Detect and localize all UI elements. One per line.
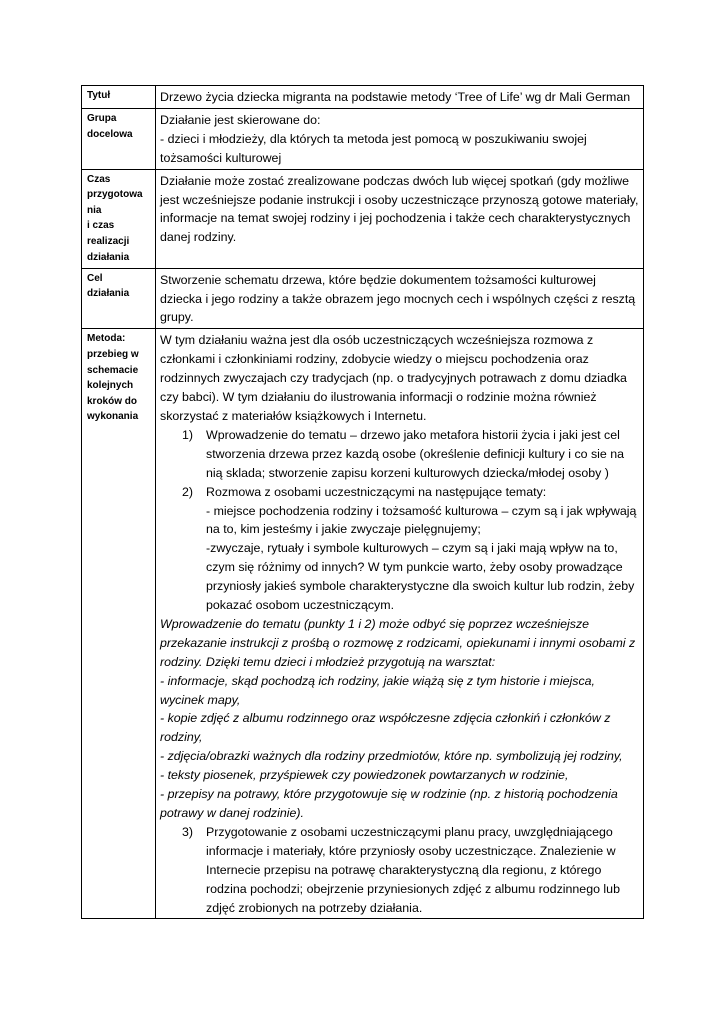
list-item xyxy=(160,823,639,918)
label-line: wykonania xyxy=(87,411,139,423)
label-line: Czas xyxy=(87,173,111,185)
label-line: nia xyxy=(87,204,102,216)
step-text: Przygotowanie z osobami uczestniczącymi planu pracy, uwzględniającego informacje i materiały, które przyniosły osoby uczestniczące. Znalezienie w Internecie przepisu na potrawę charakterystyczną dla regionu, z którego rodzina pochodzi; obejrzenie przyniesionych zdjęć z albumu rodzinnego lub zdjęć zrobionych na potrzeby działania. xyxy=(206,824,620,915)
label-line: Grupa xyxy=(87,112,117,124)
label-line: Cel xyxy=(87,272,103,284)
label-line: schemacie xyxy=(87,364,139,376)
row-value xyxy=(156,329,644,919)
value-paragraph: Działanie może zostać zrealizowane podczas dwóch lub więcej spotkań (gdy możliwe jest wcześniejsze podanie instrukcji i osoby uczestniczące przynoszą gotowe materiały, informacje na temat swojej rodziny i jej pochodzenia i także cech charakterystycznych danej rodziny. xyxy=(160,173,639,245)
label-line: Tytuł xyxy=(87,90,111,101)
step-number: 3) xyxy=(182,824,194,839)
table-row-target-group xyxy=(82,108,644,169)
label-line: kroków do xyxy=(87,395,138,407)
row-label xyxy=(82,108,156,169)
steps-list xyxy=(160,823,639,918)
italic-paragraph: - zdjęcia/obrazki ważnych dla rodziny przedmiotów, które np. symbolizują jej rodziny, xyxy=(160,749,623,764)
label-line: i czas xyxy=(87,220,115,232)
step-subpoint: - miejsce pochodzenia rodziny i tożsamość kulturowa – czym są i jak wpływają na to, kim jesteśmy i jakie zwyczaje pielęgnujemy; xyxy=(206,503,637,537)
document-table xyxy=(81,85,644,919)
table-row-method xyxy=(82,329,644,919)
step-number: 2) xyxy=(182,484,194,499)
italic-note xyxy=(160,615,639,823)
table-row-title xyxy=(82,86,644,109)
label-line: działania xyxy=(87,288,130,300)
label-line: przebieg w xyxy=(87,348,139,360)
label-line: Metoda: xyxy=(87,333,126,345)
title-text: Drzewo życia dziecka migranta na podstawie metody ‘Tree of Life’ wg dr Mali German xyxy=(160,90,631,104)
step-body xyxy=(206,483,639,615)
italic-paragraph: - teksty piosenek, przyśpiewek czy powiedzonek powtarzanych w rodzinie, xyxy=(160,768,569,783)
method-intro: W tym działaniu ważna jest dla osób uczestniczących wcześniejsza rozmowa z członkami i członkiniami rodziny, zdobycie wiedzy o miejscu pochodzenia oraz rodzinnych zwyczajach czy tradycjach (np. o tradycyjnych potrawach z domu dziadka czy babci). W tym działaniu do ilustrowania informacji o rodzinie można również skorzystać z materiałów książkowych i Internetu. xyxy=(160,333,627,423)
italic-paragraph: - przepisy na potrawy, które przygotowuje się w rodzinie (np. z historią pochodzenia potrawy w danej rodzinie). xyxy=(160,787,618,820)
label-line: działania xyxy=(87,251,130,263)
row-value xyxy=(156,108,644,169)
label-line: przygotowa xyxy=(87,189,143,201)
steps-list xyxy=(160,426,639,615)
italic-paragraph: Wprowadzenie do tematu (punkty 1 i 2) może odbyć się poprzez wcześniejsze przekazanie instrukcji z prośbą o rozmowę z rodzicami, opiekunami i innymi osobami z rodziny. Dzięki temu dzieci i młodzież przygotują na warsztat: xyxy=(160,616,636,669)
step-text: Wprowadzenie do tematu – drzewo jako metafora historii życia i jaki jest cel stworzenia drzewa przez kazdą osobe (określenie definicji kultury i co sie na nią sklada; stworzenie zapisu korzeni kulturowych dziecka/młodej osoby ) xyxy=(206,427,625,480)
italic-paragraph: - informacje, skąd pochodzą ich rodziny, jakie wiążą się z tym historie i miejsca, wycinek mapy, xyxy=(160,673,595,707)
row-label xyxy=(82,86,156,109)
list-item xyxy=(160,426,639,483)
row-value xyxy=(156,268,644,329)
label-line: realizacji xyxy=(87,236,130,247)
row-label xyxy=(82,268,156,329)
value-paragraph: Działanie jest skierowane do: xyxy=(160,112,321,127)
step-text: Rozmowa z osobami uczestniczącymi na następujące tematy: xyxy=(206,484,547,499)
list-item xyxy=(160,483,639,615)
value-paragraph: Stworzenie schematu drzewa, które będzie dokumentem tożsamości kulturowej dziecka i jego rodziny a także obrazem jego mocnych cech i wspólnych części z resztą grupy. xyxy=(160,272,636,325)
label-line: docelowa xyxy=(87,128,133,140)
row-label xyxy=(82,169,156,268)
row-label xyxy=(82,329,156,919)
table-row-time xyxy=(82,169,644,268)
step-subpoint: -zwyczaje, rytuały i symbole kulturowych – czym są i jaki mają wpływ na to, czym się różnimy od innych? W tym punkcie warto, żeby osoby prowadzące przyniosły jakieś symbole charakterystyczne dla swoich kultur lub rodzin, żeby pokazać osobom uczestniczącym. xyxy=(206,541,635,613)
value-paragraph: - dzieci i młodzieży, dla których ta metoda jest pomocą w poszukiwaniu swojej tożsamości kulturowej xyxy=(160,131,587,165)
table-row-goal xyxy=(82,268,644,329)
label-line: kolejnych xyxy=(87,380,134,392)
italic-paragraph: - kopie zdjęć z albumu rodzinnego oraz współczesne zdjęcia członkiń i członków z rodziny, xyxy=(160,711,611,745)
step-number: 1) xyxy=(182,427,194,442)
row-value xyxy=(156,86,644,109)
row-value xyxy=(156,169,644,268)
